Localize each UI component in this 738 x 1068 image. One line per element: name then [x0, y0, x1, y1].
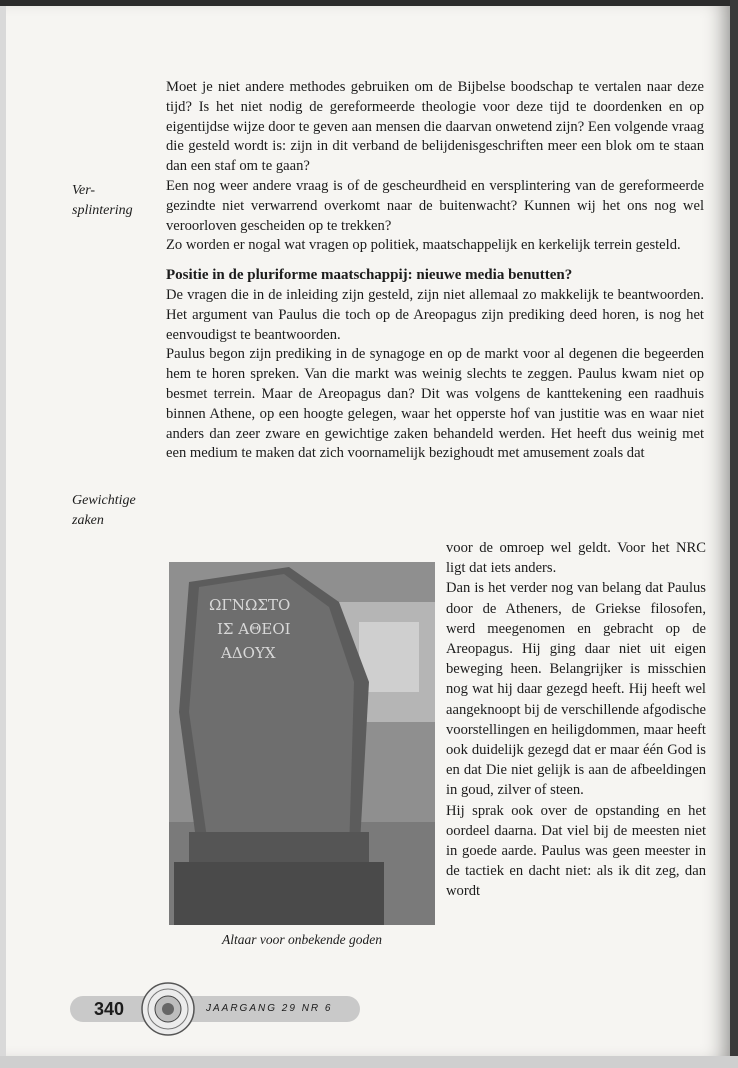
paragraph-paulus: Paulus begon zijn prediking in de synagoge en op de markt voor al degenen die begeerden hem te horen spreken. Van die markt was weinig slechts te zeggen. Paulus kwam niet op besmet terrein. Maar de Areopagus dan? Dit was volgens de kanttekening een raadhuis binnen Athene, op een hoogte gelegen, waar het opperste hof van justitie was en waar niet anders dan zeer zware en gewichtige zaken behandeld werden. Het heeft dus weinig met een medium te maken dat zich voornamelijk bezighoudt met amusement zoals dat	[166, 346, 704, 462]
scan-edge-bottom	[0, 1056, 738, 1068]
paragraph-splintering: Een nog weer andere vraag is of de gescheurdheid en versplintering van de gereformeerde gezindte niet verwarrend overkomt naar de buitenwacht? Kunnen wij het ons nog wel veroorloven gescheiden op te trekken?	[166, 177, 704, 234]
page-number: 340	[94, 999, 125, 1019]
bleed-through-shadow	[96, 64, 158, 133]
scan-edge-right	[730, 0, 738, 1068]
inscription-line-3: ΑΔΟΥΧ	[221, 644, 276, 662]
paragraph-omroep: voor de omroep wel geldt. Voor het NRC ligt dat iets anders.	[446, 540, 706, 577]
margin-note-gewichtige-zaken: Gewichtige zaken	[72, 493, 136, 528]
inscription-line-2: ΙΣ ΑΘΕΟΙ	[217, 620, 291, 638]
paragraph-opstanding: Hij sprak ook over de opstanding en het oordeel daarna. Dat viel bij de meesten niet in goede aarde. Paulus was geen meester in de tactiek en dacht niet: als ik dit zeg, dan wordt	[446, 802, 706, 900]
section-heading: Positie in de pluriforme maatschappij: nieuwe media benutten?	[166, 267, 573, 284]
magazine-seal-icon	[140, 981, 196, 1037]
paragraph-methods: Moet je niet andere methodes gebruiken om de Bijbelse boodschap te vertalen naar deze tijd? Is het niet nodig de gereformeerde theologie voor deze tijd te doordenken en op eigentijdse wijze door te geven aan mensen die daarvan onwetend zijn? Een volgende vraag die gesteld wordt is: zijn in dit verband de belijdenisgeschriften meer een blok om te staan dan een staf om te gaan?	[166, 79, 704, 175]
inscription-line-1: ΩΓΝΩΣΤΟ	[209, 596, 291, 614]
margin-note-versplintering: Ver- splintering	[72, 183, 133, 218]
paragraph-questions: Zo worden er nogal wat vragen op politiek, maatschappelijk en kerkelijk terrein gesteld.	[166, 237, 681, 254]
altar-photo	[169, 562, 435, 925]
right-column-text	[446, 538, 706, 902]
paragraph-introduction: De vragen die in de inleiding zijn gesteld, zijn niet allemaal zo makkelijk te beantwoorden. Het argument van Paulus die toch op de Areopagus zijn prediking deed horen, is nog het eenvoudigst te beantwoorden.	[166, 286, 704, 343]
figure-caption: Altaar voor onbekende goden	[221, 932, 383, 947]
paragraph-atheners: Dan is het verder nog van belang dat Paulus door de Atheners, de Griekse filosofen, werd meegenomen en gebracht op de Areopagus. Hij ging daar niet uit eigen beweging heen. Belangrijker is misschien nog wat hij daar gezegd heeft. Hij heeft wel aangeknoopt bij de verschillende afgodische voorstellingen en heiligdommen, maar heeft ook duidelijk gezegd dat er maar één God is en dat Die niet gelijk is aan de afbeeldingen in goud, zilver of steen.	[446, 580, 706, 799]
altar-stone-image	[169, 562, 435, 925]
body-text-block	[166, 78, 704, 464]
document-page	[6, 6, 730, 1056]
volume-issue-label: JAARGANG 29 NR 6	[206, 1003, 333, 1014]
